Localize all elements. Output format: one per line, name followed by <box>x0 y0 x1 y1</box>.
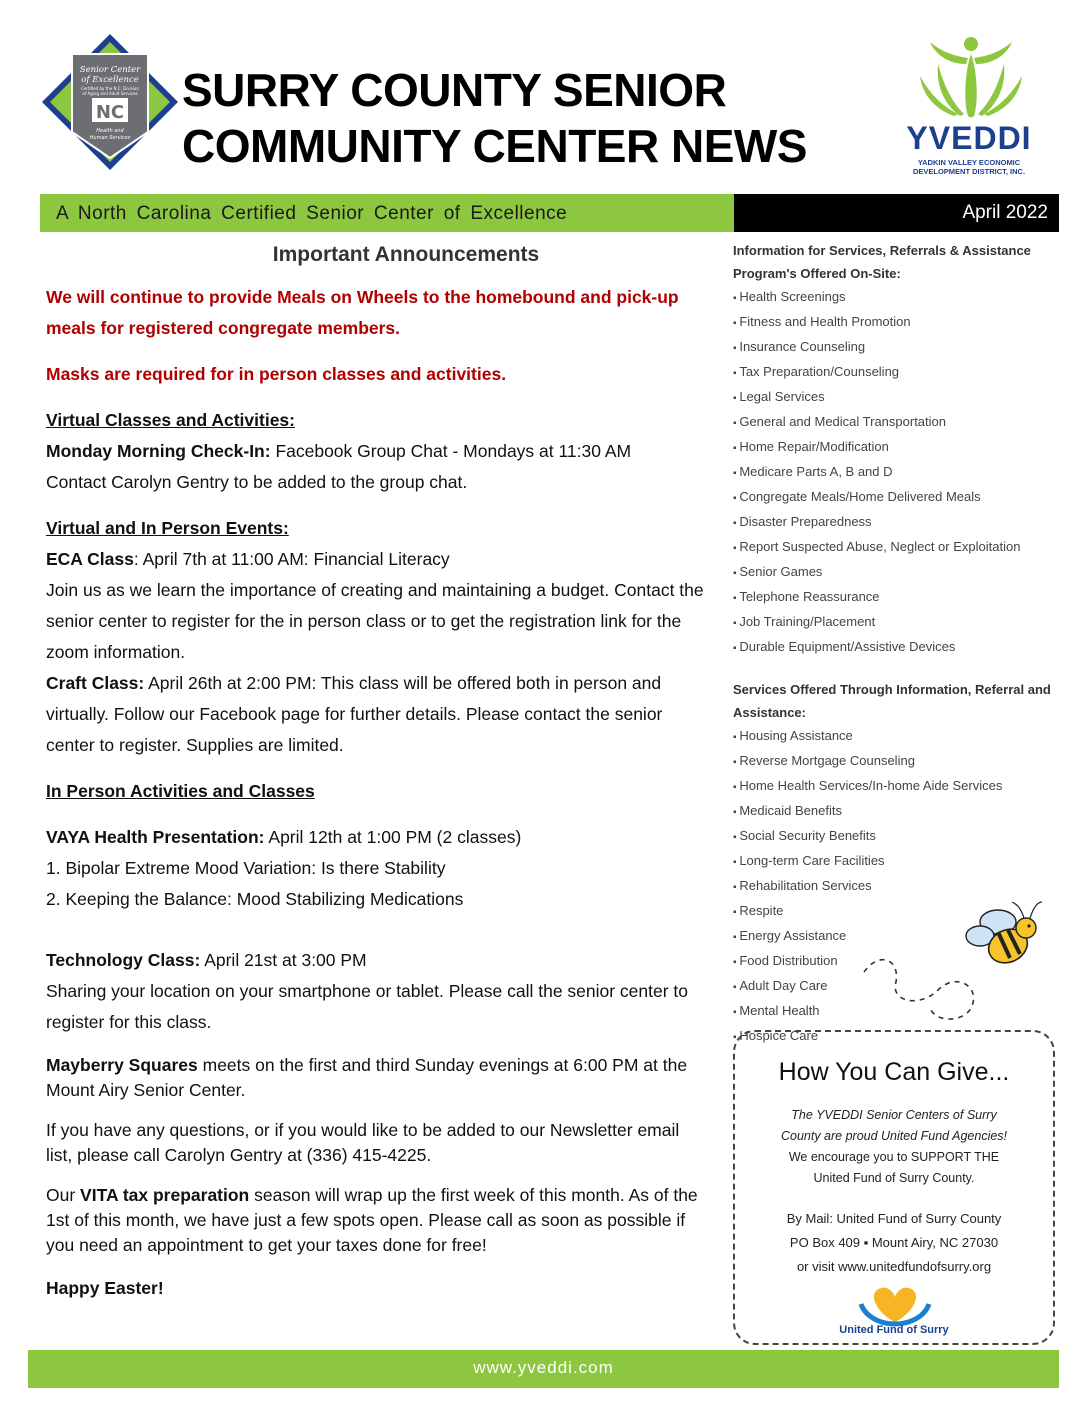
list-item: ▪ Hospice Care <box>733 1024 1063 1049</box>
give-intro <box>735 1105 1053 1147</box>
title-line-1: SURRY COUNTY SENIOR <box>182 64 727 116</box>
programs-heading: Program's Offered On-Site: <box>733 266 901 281</box>
yveddi-logo-word: YVEDDI <box>906 120 1032 156</box>
list-item: ▪ Long-term Care Facilities <box>733 849 1063 874</box>
bee-illustration <box>860 890 1060 1030</box>
masks-notice: Masks are required for in person classes and activities. <box>46 364 507 384</box>
vita-pre: Our <box>46 1185 81 1205</box>
footer-bar <box>28 1350 1059 1388</box>
list-item: ▪ Mental Health <box>733 999 1063 1024</box>
vaya-line <box>46 822 710 853</box>
svg-text:of Aging and Adult Services: of Aging and Adult Services <box>82 91 138 96</box>
svg-text:Certified by the N.C. Division: Certified by the N.C. Division <box>81 86 139 91</box>
list-item: ▪ Medicaid Benefits <box>733 799 1063 824</box>
announcements-title: Important Announcements <box>272 243 540 266</box>
svg-text:NC: NC <box>95 102 125 123</box>
united-fund-logo-text: United Fund of Surry <box>839 1324 949 1336</box>
services-heading: Services Offered Through Information, Referral and Assistance: <box>733 682 1051 720</box>
list-item: ▪ Rehabilitation Services <box>733 874 1063 899</box>
eca-line <box>46 544 710 575</box>
easter-greeting: Happy Easter! <box>46 1278 164 1298</box>
give-title: How You Can Give... <box>778 1058 1010 1086</box>
checkin-line <box>46 436 710 467</box>
tagline: A North Carolina Certified Senior Center of Excellence <box>56 203 568 224</box>
svg-text:Senior Center: Senior Center <box>79 65 141 75</box>
list-item: ▪ Job Training/Placement <box>733 610 1063 635</box>
tech-label: Technology Class: <box>46 950 201 970</box>
list-item: ▪ Social Security Benefits <box>733 824 1063 849</box>
list-item: ▪ Home Repair/Modification <box>733 435 1063 460</box>
info-heading: Information for Services, Referrals & Assistance <box>733 243 1031 258</box>
footer-url[interactable]: www.yveddi.com <box>473 1358 614 1377</box>
give-intro-line-1: The YVEDDI Senior Centers of Surry <box>791 1108 997 1122</box>
list-item: ▪ Report Suspected Abuse, Neglect or Exploitation <box>733 535 1063 560</box>
give-address-line-1: By Mail: United Fund of Surry County <box>786 1211 1002 1226</box>
craft-text: April 26th at 2:00 PM: This class will be offered both in person and virtually. Follow our Facebook page for further details. Please contact the senior center to register. Supplies are limited. <box>46 673 663 755</box>
list-item: ▪ Insurance Counseling <box>733 335 1063 360</box>
craft-paragraph <box>46 668 710 761</box>
how-you-can-give-box <box>733 1030 1055 1345</box>
svg-text:Health and: Health and <box>96 128 124 134</box>
programs-list <box>733 285 1063 660</box>
give-address <box>735 1207 1053 1279</box>
main-column <box>46 238 710 1304</box>
meals-notice: We will continue to provide Meals on Wheels to the homebound and pick-up meals for registered congregate members. <box>46 287 679 338</box>
list-item: ▪ Telephone Reassurance <box>733 585 1063 610</box>
list-item: ▪ Housing Assistance <box>733 724 1063 749</box>
vaya-item-2: 2. Keeping the Balance: Mood Stabilizing Medications <box>46 889 464 909</box>
inperson-heading: In Person Activities and Classes <box>46 781 315 801</box>
issue-date: April 2022 <box>962 202 1048 223</box>
svg-text:Human Services: Human Services <box>89 135 131 141</box>
tech-description: Sharing your location on your smartphone or tablet. Please call the senior center to register for this class. <box>46 981 689 1032</box>
vaya-text: April 12th at 1:00 PM (2 classes) <box>264 827 522 847</box>
list-item: ▪ Adult Day Care <box>733 974 1063 999</box>
newsletter-title <box>182 62 807 174</box>
tech-line <box>46 945 710 976</box>
list-item: ▪ Reverse Mortgage Counseling <box>733 749 1063 774</box>
list-item: ▪ Energy Assistance <box>733 924 1063 949</box>
eca-text: : April 7th at 11:00 AM: Financial Literacy <box>133 549 450 569</box>
give-intro-line-2: County are proud United Fund Agencies! <box>780 1129 1008 1143</box>
virtual-heading: Virtual Classes and Activities: <box>46 410 295 430</box>
list-item: ▪ Tax Preparation/Counseling <box>733 360 1063 385</box>
list-item: ▪ Durable Equipment/Assistive Devices <box>733 635 1063 660</box>
give-address-line-3[interactable]: or visit www.unitedfundofsurry.org <box>796 1259 992 1274</box>
list-item: ▪ Congregate Meals/Home Delivered Meals <box>733 485 1063 510</box>
list-item: ▪ Fitness and Health Promotion <box>733 310 1063 335</box>
eca-label: ECA Class <box>46 549 134 569</box>
list-item: ▪ Home Health Services/In-home Aide Services <box>733 774 1063 799</box>
checkin-label: Monday Morning Check-In: <box>46 441 271 461</box>
craft-label: Craft Class: <box>46 673 145 693</box>
list-item: ▪ Health Screenings <box>733 285 1063 310</box>
give-address-line-2: PO Box 409 ▪ Mount Airy, NC 27030 <box>789 1235 999 1250</box>
checkin-contact: Contact Carolyn Gentry to be added to the group chat. <box>46 472 468 492</box>
give-line-4: United Fund of Surry County. <box>813 1171 975 1185</box>
mayberry-paragraph <box>46 1053 710 1103</box>
questions-paragraph: If you have any questions, or if you would like to be added to our Newsletter email list, please call Carolyn Gentry at (336) 415-4225. <box>46 1120 680 1165</box>
list-item: ▪ General and Medical Transportation <box>733 410 1063 435</box>
senior-center-excellence-badge <box>40 32 180 172</box>
title-line-2: COMMUNITY CENTER NEWS <box>182 120 807 172</box>
eca-description: Join us as we learn the importance of creating and maintaining a budget. Contact the senior center to register for the in person class or to get the registration link for the zoom information. <box>46 580 704 662</box>
give-line-3: We encourage you to SUPPORT THE <box>788 1150 1000 1164</box>
list-item: ▪ Medicare Parts A, B and D <box>733 460 1063 485</box>
vaya-item-1: 1. Bipolar Extreme Mood Variation: Is there Stability <box>46 858 446 878</box>
vita-text: season will wrap up the first week of this month. As of the 1st of this month, we have just a few spots open. Please call as soon as possible if you need an appointment to get your taxes done for free! <box>46 1185 698 1255</box>
mayberry-text: meets on the first and third Sunday evenings at 6:00 PM at the Mount Airy Senior Center. <box>46 1055 688 1100</box>
vita-label: VITA tax preparation <box>80 1185 250 1205</box>
svg-text:of Excellence: of Excellence <box>81 75 139 85</box>
events-heading: Virtual and In Person Events: <box>46 518 289 538</box>
vaya-label: VAYA Health Presentation: <box>46 827 265 847</box>
list-item: ▪ Food Distribution <box>733 949 1063 974</box>
list-item: ▪ Respite <box>733 899 1063 924</box>
yveddi-logo-subtitle: YADKIN VALLEY ECONOMIC DEVELOPMENT DISTRICT, INC. <box>912 158 1026 176</box>
list-item: ▪ Senior Games <box>733 560 1063 585</box>
give-encouragement <box>735 1147 1053 1189</box>
mayberry-label: Mayberry Squares <box>46 1055 198 1075</box>
list-item: ▪ Legal Services <box>733 385 1063 410</box>
tech-text: April 21st at 3:00 PM <box>200 950 367 970</box>
vita-paragraph <box>46 1183 710 1258</box>
checkin-text: Facebook Group Chat - Mondays at 11:30 AM <box>270 441 632 461</box>
list-item: ▪ Disaster Preparedness <box>733 510 1063 535</box>
